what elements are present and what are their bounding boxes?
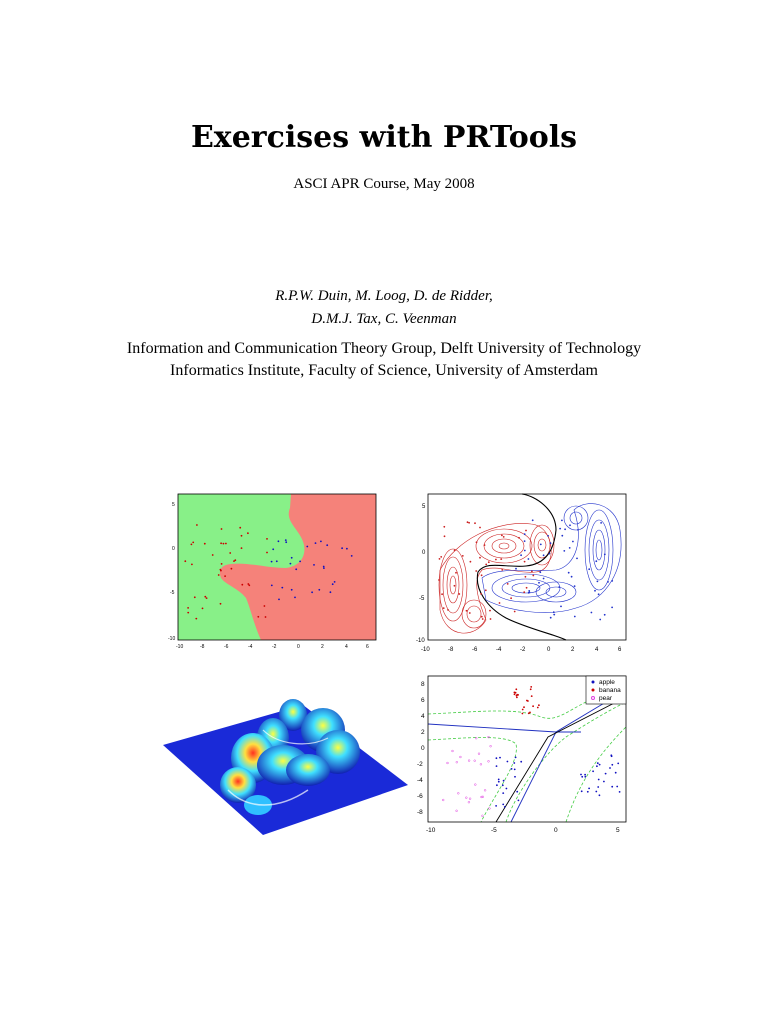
red-data-point [440, 556, 442, 558]
red-data-point [531, 571, 533, 573]
red-data-point [220, 603, 222, 605]
blue-data-point [560, 606, 562, 608]
apple-data-point [595, 791, 597, 793]
tick-label: -10 [176, 644, 184, 650]
red-data-point [518, 537, 520, 539]
legend [586, 676, 626, 704]
blue-data-point [607, 581, 609, 583]
blue-data-point [574, 616, 576, 618]
apple-data-point [499, 757, 501, 759]
blue-data-point [568, 572, 570, 574]
blue-data-point [290, 563, 292, 565]
banana-data-point [515, 692, 517, 694]
red-data-point [206, 597, 208, 599]
red-data-point [247, 532, 249, 534]
apple-data-point [495, 805, 497, 807]
tick-label: 0 [422, 550, 426, 556]
red-data-point [474, 522, 476, 524]
figure-density-contours [416, 490, 636, 655]
blue-data-point [271, 561, 273, 563]
banana-data-point [526, 700, 528, 702]
tick-label: -6 [472, 647, 478, 653]
banana-data-point [516, 694, 518, 696]
blue-data-point [543, 578, 545, 580]
blue-data-point [299, 561, 301, 563]
banana-data-point [515, 688, 517, 690]
blue-data-point [524, 550, 526, 552]
red-data-point [485, 589, 487, 591]
blue-data-point [311, 591, 313, 593]
blue-data-point [547, 535, 549, 537]
apple-data-point [514, 769, 516, 771]
tick-label: 0 [554, 827, 558, 834]
blue-data-point [595, 560, 597, 562]
tick-label: -5 [170, 590, 175, 596]
red-data-point [484, 544, 486, 546]
blue-data-point [599, 619, 601, 621]
red-data-point [455, 572, 457, 574]
red-data-point [481, 574, 483, 576]
apple-data-point [496, 757, 498, 759]
tick-label: -10 [426, 827, 436, 834]
legend-label: pear [599, 695, 613, 702]
red-data-point [438, 579, 440, 581]
affiliation-line-1: Information and Communication Theory Group, Delft University of Technology [126, 340, 642, 357]
tick-label: -10 [168, 636, 176, 642]
banana-data-point [522, 709, 524, 711]
apple-data-point [584, 776, 586, 778]
red-data-point [454, 550, 456, 552]
apple-data-point [504, 806, 506, 808]
blue-data-point [315, 542, 317, 544]
red-data-point [224, 575, 226, 577]
red-data-point [220, 569, 222, 571]
tick-label: 5 [422, 504, 426, 510]
blue-data-point [611, 607, 613, 609]
blue-data-point [550, 617, 552, 619]
red-data-point [266, 552, 268, 554]
tick-label: 0 [421, 745, 425, 752]
page-title: Exercises with PRTools [190, 120, 578, 155]
apple-data-point [617, 763, 619, 765]
blue-data-point [323, 566, 325, 568]
tick-label: 5 [172, 502, 175, 508]
apple-data-point [518, 800, 520, 802]
blue-data-point [553, 611, 555, 613]
red-data-point [468, 522, 470, 524]
apple-data-point [581, 790, 583, 792]
blue-data-point [561, 535, 563, 537]
tick-label: 6 [421, 697, 425, 704]
blue-data-point [271, 585, 273, 587]
blue-data-point [543, 554, 545, 556]
banana-data-point [516, 697, 518, 699]
apple-data-point [506, 788, 508, 790]
red-data-point [223, 543, 225, 545]
red-data-point [194, 596, 196, 598]
red-data-point [510, 597, 512, 599]
blue-data-point [558, 586, 560, 588]
tick-label: 2 [571, 647, 575, 653]
red-data-point [501, 535, 503, 537]
blue-data-point [278, 599, 280, 601]
red-data-point [221, 528, 223, 530]
apple-data-point [496, 765, 498, 767]
red-data-point [489, 610, 491, 612]
red-data-point [229, 552, 231, 554]
apple-data-point [507, 761, 509, 763]
tick-label: 6 [618, 647, 622, 653]
authors-line-2: D.M.J. Tax, C. Veenman [311, 311, 457, 327]
apple-data-point [588, 788, 590, 790]
red-data-point [241, 584, 243, 586]
blue-data-point [540, 544, 542, 546]
blue-data-point [553, 614, 555, 616]
apple-data-point [599, 794, 601, 796]
red-data-point [187, 607, 189, 609]
blue-data-point [285, 541, 287, 543]
figure-classifier-boundaries [416, 672, 636, 837]
tick-label: 2 [421, 729, 425, 736]
red-data-point [490, 618, 492, 620]
blue-data-point [539, 571, 541, 573]
tick-label: 0 [297, 644, 300, 650]
blue-data-point [306, 546, 308, 548]
blue-data-point [550, 542, 552, 544]
red-data-point [525, 576, 527, 578]
blue-data-point [574, 585, 576, 587]
apple-data-point [611, 786, 613, 788]
red-data-point [523, 591, 525, 593]
apple-data-point [605, 773, 607, 775]
apple-data-point [502, 784, 504, 786]
apple-data-point [609, 767, 611, 769]
apple-data-point [514, 776, 516, 778]
blue-data-point [538, 582, 540, 584]
tick-label: 8 [421, 681, 425, 688]
blue-data-point [318, 589, 320, 591]
blue-data-point [334, 581, 336, 583]
red-data-point [481, 616, 483, 618]
blue-data-point [295, 568, 297, 570]
blue-data-point [291, 589, 293, 591]
apple-data-point [511, 768, 513, 770]
tick-label: 4 [421, 713, 425, 720]
red-data-point [495, 559, 497, 561]
banana-data-point [531, 695, 533, 697]
blue-data-point [571, 576, 573, 578]
apple-data-point [584, 774, 586, 776]
banana-data-point [514, 693, 516, 695]
tick-label: -2 [272, 644, 277, 650]
blue-data-point [330, 591, 332, 593]
red-data-point [514, 611, 516, 613]
apple-data-point [615, 772, 617, 774]
blue-data-point [515, 568, 517, 570]
tick-label: -4 [417, 777, 423, 784]
red-data-point [454, 585, 456, 587]
red-data-point [470, 561, 472, 563]
red-data-point [439, 558, 441, 560]
red-data-point [467, 521, 469, 523]
blue-data-point [291, 557, 293, 559]
tick-label: -2 [417, 761, 423, 768]
red-data-point [524, 561, 526, 563]
blue-data-point [272, 548, 274, 550]
apple-data-point [616, 786, 618, 788]
tick-label: 6 [366, 644, 369, 650]
red-data-point [447, 609, 449, 611]
blue-data-point [524, 540, 526, 542]
apple-data-point [603, 781, 605, 783]
blue-data-point [281, 587, 283, 589]
affiliation-line-2: Informatics Institute, Faculty of Science, University of Amsterdam [170, 362, 598, 379]
red-data-point [191, 544, 193, 546]
banana-data-point [530, 688, 532, 690]
blue-data-point [611, 580, 613, 582]
tick-label: -4 [496, 647, 502, 653]
red-data-point [204, 596, 206, 598]
figure-3d-density-surface [158, 690, 413, 840]
banana-data-point [528, 712, 530, 714]
blue-data-point [604, 614, 606, 616]
tick-label: 4 [345, 644, 348, 650]
red-data-point [202, 608, 204, 610]
red-data-point [441, 593, 443, 595]
blue-data-point [572, 541, 574, 543]
red-data-point [241, 535, 243, 537]
red-data-point [480, 593, 482, 595]
red-data-point [444, 535, 446, 537]
tick-label: 0 [547, 647, 551, 653]
tick-label: 2 [321, 644, 324, 650]
blue-data-point [604, 554, 606, 556]
red-data-point [221, 563, 223, 565]
red-data-point [479, 527, 481, 529]
blue-data-point [598, 593, 600, 595]
apple-data-point [502, 804, 504, 806]
tick-label: -5 [419, 596, 425, 602]
red-data-point [231, 568, 233, 570]
red-data-point [239, 527, 241, 529]
red-data-point [220, 542, 222, 544]
tick-label: 5 [616, 827, 620, 834]
banana-data-point [537, 707, 539, 709]
apple-data-point [503, 780, 505, 782]
red-data-point [212, 554, 214, 556]
blue-data-point [326, 544, 328, 546]
blue-data-point [561, 520, 563, 522]
red-data-point [458, 593, 460, 595]
blue-data-point [549, 553, 551, 555]
blue-data-point [285, 539, 287, 541]
blue-data-point [313, 564, 315, 566]
tick-label: -10 [416, 638, 425, 644]
red-data-point [469, 612, 471, 614]
red-data-point [247, 583, 249, 585]
red-data-point [507, 583, 509, 585]
red-data-point [526, 587, 528, 589]
red-data-point [195, 618, 197, 620]
red-data-point [475, 570, 477, 572]
apple-data-point [599, 764, 601, 766]
legend-label: apple [599, 679, 615, 686]
red-data-point [225, 543, 227, 545]
blue-data-point [594, 590, 596, 592]
blue-data-point [346, 548, 348, 550]
blue-data-point [577, 529, 579, 531]
red-data-point [192, 542, 194, 544]
blue-data-point [564, 528, 566, 530]
apple-data-point [581, 776, 583, 778]
page-subtitle: ASCI APR Course, May 2008 [293, 176, 475, 192]
blue-data-point [597, 581, 599, 583]
apple-data-point [587, 791, 589, 793]
blue-data-point [576, 558, 578, 560]
tick-label: -8 [200, 644, 205, 650]
red-data-point [264, 605, 266, 607]
red-data-point [488, 561, 490, 563]
red-data-point [525, 530, 527, 532]
blue-data-point [520, 554, 522, 556]
blue-data-point [591, 612, 593, 614]
blue-data-point [559, 528, 561, 530]
apple-data-point [619, 791, 621, 793]
apple-data-point [513, 762, 515, 764]
blue-data-point [320, 541, 322, 543]
blue-data-point [276, 560, 278, 562]
banana-data-point [530, 686, 532, 688]
red-data-point [196, 524, 198, 526]
apple-data-point [520, 761, 522, 763]
blue-data-point [332, 583, 334, 585]
red-data-point [218, 574, 220, 576]
blue-data-point [532, 519, 534, 521]
red-data-point [479, 557, 481, 559]
red-data-point [266, 538, 268, 540]
red-data-point [501, 569, 503, 571]
tick-label: -10 [421, 647, 430, 653]
tick-label: -4 [248, 644, 253, 650]
red-data-point [191, 564, 193, 566]
red-data-point [187, 612, 189, 614]
apple-data-point [597, 762, 599, 764]
blue-data-point [278, 540, 280, 542]
red-data-point [476, 541, 478, 543]
tick-label: 4 [595, 647, 599, 653]
tick-label: 0 [172, 546, 175, 552]
blue-data-point [563, 550, 565, 552]
blue-data-point [569, 547, 571, 549]
blue-data-point [569, 524, 571, 526]
tick-label: -8 [417, 809, 423, 816]
blue-data-point [294, 597, 296, 599]
blue-data-point [351, 555, 353, 557]
red-data-point [482, 618, 484, 620]
authors-line-1: R.P.W. Duin, M. Loog, D. de Ridder, [275, 288, 493, 304]
tick-label: -2 [520, 647, 526, 653]
red-data-point [241, 547, 243, 549]
apple-data-point [516, 791, 518, 793]
figure-decision-regions [166, 490, 386, 655]
tick-label: -5 [491, 827, 497, 834]
apple-data-point [611, 764, 613, 766]
tick-label: -6 [224, 644, 229, 650]
blue-data-point [600, 522, 602, 524]
red-data-point [466, 610, 468, 612]
red-data-point [500, 558, 502, 560]
red-data-point [499, 602, 501, 604]
apple-data-point [498, 779, 500, 781]
red-data-point [265, 616, 267, 618]
red-data-point [532, 575, 534, 577]
banana-data-point [538, 704, 540, 706]
apple-data-point [515, 757, 517, 759]
apple-data-point [611, 755, 613, 757]
apple-data-point [596, 765, 598, 767]
tick-label: -6 [417, 793, 423, 800]
banana-data-point [522, 713, 524, 715]
apple-data-point [598, 779, 600, 781]
banana-data-point [532, 705, 534, 707]
red-data-point [257, 616, 259, 618]
blue-data-point [341, 547, 343, 549]
red-data-point [184, 560, 186, 562]
red-data-point [503, 536, 505, 538]
red-data-point [443, 607, 445, 609]
red-data-point [204, 543, 206, 545]
apple-data-point [496, 784, 498, 786]
legend-label: banana [599, 687, 621, 694]
apple-data-point [502, 792, 504, 794]
apple-data-point [592, 770, 594, 772]
red-data-point [485, 564, 487, 566]
tick-label: -8 [448, 647, 454, 653]
red-data-point [234, 559, 236, 561]
banana-data-point [523, 706, 525, 708]
blue-data-point [528, 590, 530, 592]
apple-data-point [498, 781, 500, 783]
blue-data-point [528, 558, 530, 560]
blue-data-point [588, 568, 590, 570]
apple-data-point [580, 774, 582, 776]
blue-data-point [323, 567, 325, 569]
red-data-point [443, 526, 445, 528]
apple-data-point [597, 786, 599, 788]
red-data-point [462, 555, 464, 557]
blue-data-point [524, 533, 526, 535]
